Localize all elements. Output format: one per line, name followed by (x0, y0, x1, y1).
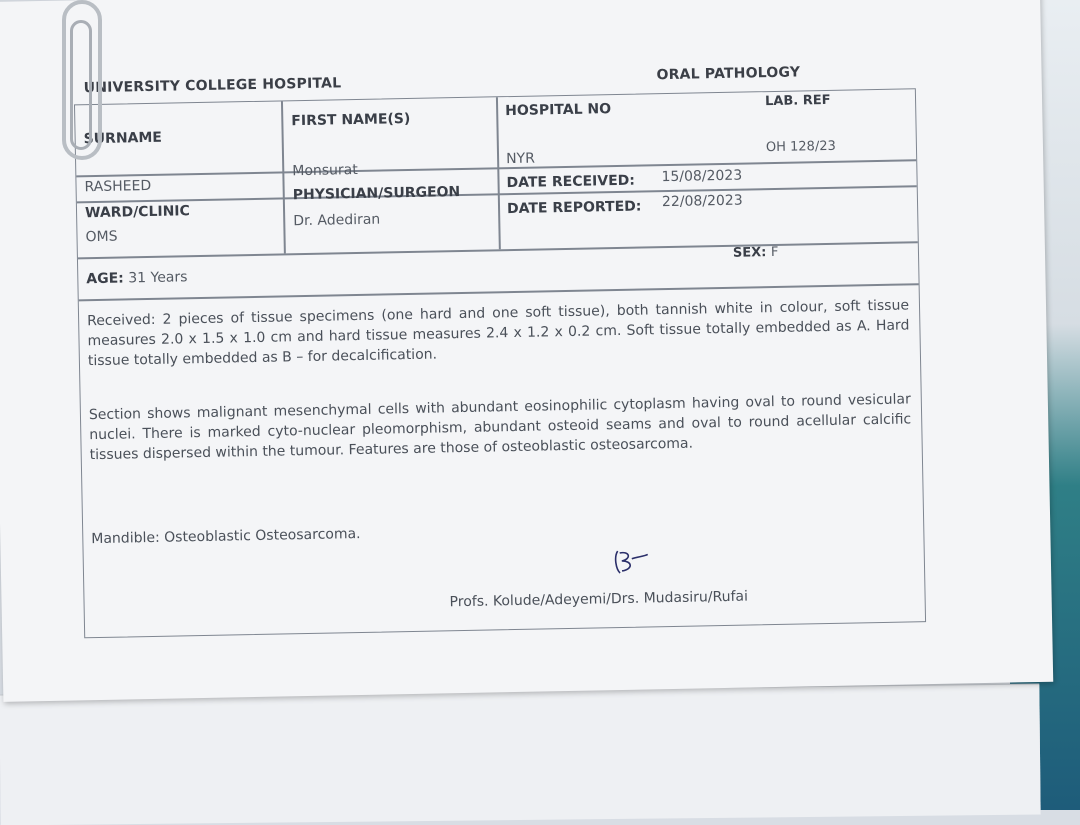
microscopy-description: Section shows malignant mesenchymal cells with abundant eosinophilic cytoplasm having oval to round vesicular nuclei. There is marked cyto-nuclear pleomorphism, abundant osteoid seams and oval to round acellular calcific tissues dispersed within the tumour. Features are those of osteoblastic osteosarcoma. (88, 391, 912, 464)
sex-field (733, 244, 779, 261)
diagnosis: Mandible: Osteoblastic Osteosarcoma. (91, 525, 361, 548)
ward-clinic-value: OMS (85, 228, 118, 246)
underlying-sheet (0, 685, 1041, 825)
physician-value: Dr. Adediran (293, 211, 381, 230)
date-received-label: DATE RECEIVED: (506, 172, 636, 192)
first-name-label: FIRST NAME(S) (291, 110, 411, 130)
date-reported-label: DATE REPORTED: (506, 198, 642, 218)
lab-ref-value: OH 128/23 (765, 138, 836, 156)
surname-label: SURNAME (83, 129, 163, 148)
age-value: 31 Years (128, 269, 188, 287)
paperclip-inner (70, 20, 92, 150)
hospital-no-label: HOSPITAL NO (505, 101, 612, 120)
ward-clinic-label: WARD/CLINIC (84, 203, 190, 222)
physician-label: PHYSICIAN/SURGEON (292, 184, 461, 204)
signature-mark (610, 546, 651, 577)
gross-description: Received: 2 pieces of tissue specimens (one hard and one soft tissue), both tannish white in colour, soft tissue measures 2.0 x 1.5 x 1.0 cm and hard tissue measures 2.4 x 1.2 x 0.2 cm. Soft tissue totally embedded as A. Hard tissue totally embedded as B – for decalcification. (86, 297, 910, 370)
hospital-no-value: NYR (505, 150, 536, 168)
sex-value: F (770, 244, 779, 261)
institution-name: UNIVERSITY COLLEGE HOSPITAL (83, 75, 342, 97)
sex-label: SEX: (732, 245, 767, 261)
date-reported-value: 22/08/2023 (661, 192, 743, 211)
age-field (86, 269, 187, 287)
signatories: Profs. Kolude/Adeyemi/Drs. Mudasiru/Rufai (449, 588, 749, 611)
lab-ref-label: LAB. REF (764, 92, 831, 110)
date-received-value: 15/08/2023 (661, 167, 743, 186)
report-form (74, 88, 926, 638)
surname-value: RASHEED (84, 177, 152, 196)
age-label: AGE: (86, 270, 124, 288)
department-name: ORAL PATHOLOGY (656, 64, 801, 84)
first-name-value: Monsurat (292, 161, 358, 180)
